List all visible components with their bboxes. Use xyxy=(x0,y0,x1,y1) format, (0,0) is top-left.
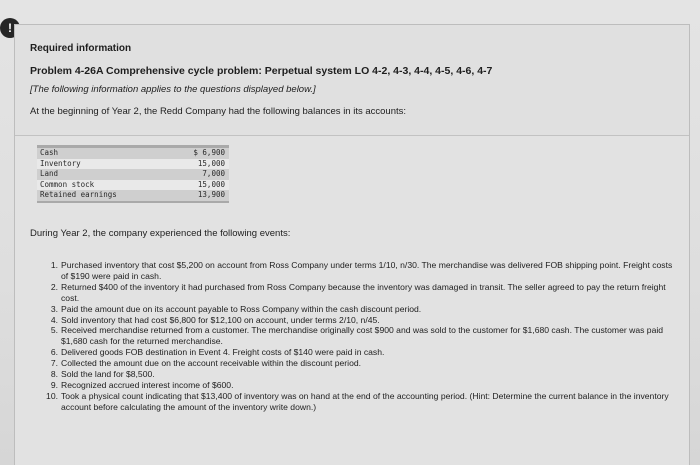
event-text: Returned $400 of the inventory it had purchased from Ross Company because the inventory was damaged in transit. The seller agreed to pay the return freight cost. xyxy=(61,281,666,303)
applies-note: [The following information applies to the questions displayed below.] xyxy=(30,84,316,95)
events-list xyxy=(30,260,678,413)
event-number: 8. xyxy=(50,369,58,380)
account-name: Inventory xyxy=(40,158,81,168)
event-item xyxy=(30,347,678,358)
event-item xyxy=(30,304,678,315)
balance-row xyxy=(37,180,229,191)
account-amount: 7,000 xyxy=(202,169,225,178)
balance-row xyxy=(37,190,229,201)
event-item xyxy=(30,315,678,326)
account-name: Common stock xyxy=(40,179,95,189)
required-information-heading: Required information xyxy=(30,43,132,54)
event-number: 5. xyxy=(50,325,58,336)
event-number: 2. xyxy=(50,281,58,292)
account-amount: 13,900 xyxy=(197,190,225,199)
event-number: 6. xyxy=(50,347,58,358)
event-item xyxy=(30,282,678,304)
event-item xyxy=(30,358,678,369)
event-text: Sold inventory that had cost $6,800 for $12,100 on account, under terms 2/10, n/45. xyxy=(61,314,380,325)
event-item xyxy=(30,325,678,347)
problem-panel xyxy=(14,24,690,465)
event-number: 10. xyxy=(46,390,58,401)
event-text: Collected the amount due on the account receivable within the discount period. xyxy=(61,358,362,369)
balance-row xyxy=(37,159,229,170)
balances-table xyxy=(37,145,229,203)
events-intro: During Year 2, the company experienced the following events: xyxy=(30,228,291,239)
event-number: 7. xyxy=(50,358,58,369)
alert-icon: ! xyxy=(0,18,20,38)
event-number: 4. xyxy=(50,314,58,325)
account-name: Retained earnings xyxy=(40,190,117,199)
balance-row xyxy=(37,148,229,159)
event-text: Received merchandise returned from a customer. The merchandise originally cost $900 and was sold to the customer for $1,680 cash. The customer was paid $1,680 cash for the returned merchandise. xyxy=(61,325,664,347)
account-amount: $ 6,900 xyxy=(193,148,225,157)
event-item xyxy=(30,369,678,380)
problem-title: Problem 4-26A Comprehensive cycle problem: Perpetual system LO 4-2, 4-3, 4-4, 4-5, 4-6, 4-7 xyxy=(30,65,493,77)
event-text: Took a physical count indicating that $13,400 of inventory was on hand at the end of the accounting period. (Hint: Determine the current balance in the inventory account before calculating the amount of the inventory write down.) xyxy=(61,390,669,412)
event-number: 9. xyxy=(50,379,58,390)
problem-header xyxy=(15,25,689,136)
event-number: 3. xyxy=(50,303,58,314)
event-text: Paid the amount due on its account payable to Ross Company within the cash discount period. xyxy=(61,303,422,314)
event-text: Sold the land for $8,500. xyxy=(61,369,155,380)
account-name: Land xyxy=(40,169,59,178)
balances-intro: At the beginning of Year 2, the Redd Company had the following balances in its accounts: xyxy=(30,106,407,117)
event-number: 1. xyxy=(50,260,58,270)
event-item xyxy=(30,260,678,282)
event-text: Delivered goods FOB destination in Event 4. Freight costs of $140 were paid in cash. xyxy=(61,347,385,358)
account-name: Cash xyxy=(40,148,59,157)
event-item xyxy=(30,380,678,391)
event-text: Purchased inventory that cost $5,200 on account from Ross Company under terms 1/10, n/30. The merchandise was delivered FOB shipping point. Freight costs of $190 were paid in cash. xyxy=(61,260,673,281)
account-amount: 15,000 xyxy=(197,158,225,168)
account-amount: 15,000 xyxy=(197,179,225,189)
event-item xyxy=(30,391,678,413)
event-text: Recognized accrued interest income of $600. xyxy=(61,379,234,390)
balance-row xyxy=(37,169,229,180)
